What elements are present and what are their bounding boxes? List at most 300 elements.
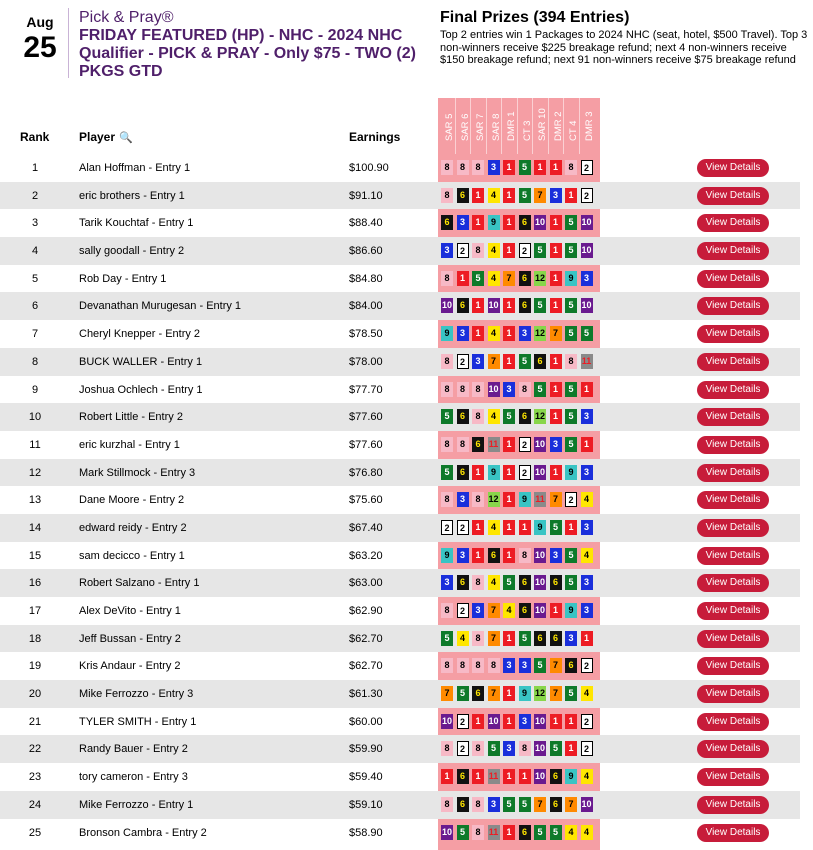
earnings-cell: $62.70 <box>349 632 383 645</box>
view-details-button[interactable]: View Details <box>697 187 769 205</box>
pick-badge: 3 <box>550 188 562 203</box>
pick-badge: 10 <box>534 769 546 784</box>
pick-badge: 4 <box>581 769 593 784</box>
view-details-button[interactable]: View Details <box>697 740 769 758</box>
pick-badge: 3 <box>550 548 562 563</box>
event-month: Aug <box>26 14 54 30</box>
pick-badge: 10 <box>534 714 546 729</box>
pick-badge: 6 <box>534 354 546 369</box>
pick-badge: 2 <box>457 520 469 535</box>
table-row <box>0 652 800 680</box>
pick-badge: 5 <box>488 741 500 756</box>
pick-badge: 1 <box>565 188 577 203</box>
pick-badge: 6 <box>441 215 453 230</box>
table-row <box>0 459 800 487</box>
pick-badge: 3 <box>457 215 469 230</box>
rank-cell: 4 <box>31 245 39 258</box>
pick-badge: 1 <box>503 243 515 258</box>
view-details-button[interactable]: View Details <box>697 242 769 260</box>
earnings-cell: $78.50 <box>349 328 383 341</box>
view-details-button[interactable]: View Details <box>697 381 769 399</box>
pick-badge: 1 <box>472 548 484 563</box>
pick-badge: 7 <box>488 686 500 701</box>
search-icon[interactable]: 🔍 <box>119 132 133 144</box>
view-details-button[interactable]: View Details <box>697 519 769 537</box>
view-details-button[interactable]: View Details <box>697 574 769 592</box>
pick-badge: 3 <box>488 160 500 175</box>
pick-badge: 7 <box>534 797 546 812</box>
pick-badge: 1 <box>550 465 562 480</box>
pick-badge: 2 <box>457 354 469 369</box>
race-label-text: DMR 2 <box>552 111 564 141</box>
pick-badge: 1 <box>550 298 562 313</box>
pick-badge: 3 <box>581 575 593 590</box>
pick-badge: 3 <box>441 243 453 258</box>
pick-badge: 4 <box>488 520 500 535</box>
table-row <box>0 791 800 819</box>
pick-badge: 5 <box>550 741 562 756</box>
pick-badge: 10 <box>488 298 500 313</box>
pick-badge: 6 <box>488 548 500 563</box>
pick-badge: 5 <box>534 658 546 673</box>
pick-badge: 10 <box>441 714 453 729</box>
pick-badge: 1 <box>503 326 515 341</box>
earnings-cell: $62.90 <box>349 605 383 617</box>
pick-badge: 8 <box>519 741 531 756</box>
table-row <box>0 569 800 597</box>
pick-badge: 6 <box>457 575 469 590</box>
rank-cell: 18 <box>28 632 42 645</box>
pick-badge: 5 <box>441 465 453 480</box>
pick-badge: 1 <box>550 714 562 729</box>
pick-badge: 5 <box>457 825 469 840</box>
pick-badge: 10 <box>441 825 453 840</box>
view-details-button[interactable]: View Details <box>697 630 769 648</box>
view-details-button[interactable]: View Details <box>697 602 769 620</box>
pick-badge: 1 <box>503 686 515 701</box>
race-label-text: DMR 1 <box>506 111 517 141</box>
view-details-button[interactable]: View Details <box>697 408 769 426</box>
earnings-cell: $67.40 <box>349 521 383 534</box>
pick-badge: 8 <box>441 658 453 673</box>
earnings-cell: $91.10 <box>349 189 383 202</box>
race-label-text: SAR 6 <box>459 113 471 141</box>
pick-badge: 6 <box>519 575 531 590</box>
pick-badge: 6 <box>565 658 577 673</box>
rank-cell: 10 <box>28 411 42 424</box>
pick-badge: 1 <box>550 354 562 369</box>
pick-badge: 7 <box>550 492 562 507</box>
earnings-cell: $77.70 <box>349 383 383 396</box>
pick-badge: 12 <box>534 686 546 701</box>
pick-badge: 8 <box>488 658 500 673</box>
view-details-button[interactable]: View Details <box>697 547 769 565</box>
pick-badge: 1 <box>503 631 515 646</box>
rank-cell: 1 <box>31 162 39 174</box>
pick-badge: 4 <box>581 686 593 701</box>
earnings-cell: $63.00 <box>349 577 383 590</box>
pick-badge: 8 <box>441 797 453 812</box>
pick-badge: 5 <box>565 575 577 590</box>
pick-badge: 3 <box>503 382 515 397</box>
pick-badge: 3 <box>519 326 531 341</box>
pick-badge: 10 <box>534 603 546 618</box>
pick-badge: 4 <box>488 243 500 258</box>
player-cell: BUCK WALLER - Entry 1 <box>79 355 203 368</box>
pick-badge: 5 <box>519 631 531 646</box>
pick-badge: 8 <box>457 382 469 397</box>
player-cell: eric kurzhal - Entry 1 <box>79 438 180 451</box>
earnings-cell: $86.60 <box>349 245 383 258</box>
pick-badge: 5 <box>472 271 484 286</box>
earnings-header: Earnings <box>349 130 401 144</box>
player-cell: TYLER SMITH - Entry 1 <box>79 715 197 728</box>
rank-cell: 13 <box>28 494 42 507</box>
view-details-button[interactable]: View Details <box>697 159 769 177</box>
pick-badge: 8 <box>441 741 453 756</box>
pick-badge: 9 <box>565 271 577 286</box>
pick-badge: 5 <box>519 188 531 203</box>
pick-badge: 7 <box>534 188 546 203</box>
pick-badge: 5 <box>519 354 531 369</box>
leaderboard <box>0 154 800 846</box>
pick-badge: 5 <box>565 298 577 313</box>
view-details-button[interactable]: View Details <box>697 685 769 703</box>
pick-badge: 4 <box>488 188 500 203</box>
rank-cell: 3 <box>31 217 39 230</box>
pick-badge: 1 <box>503 215 515 230</box>
pick-badge: 8 <box>472 825 484 840</box>
pick-badge: 6 <box>472 437 484 452</box>
pick-badge: 10 <box>534 215 546 230</box>
pick-badge: 3 <box>472 603 484 618</box>
rank-cell: 6 <box>31 300 39 313</box>
pick-badge: 3 <box>519 658 531 673</box>
table-row <box>0 431 800 459</box>
pick-badge: 4 <box>488 409 500 424</box>
pick-badge: 1 <box>472 326 484 341</box>
pick-badge: 3 <box>550 437 562 452</box>
rank-cell: 12 <box>28 466 42 479</box>
pick-badge: 6 <box>550 769 562 784</box>
pick-badge: 3 <box>581 465 593 480</box>
pick-badge: 6 <box>519 603 531 618</box>
pick-badge: 1 <box>503 465 515 480</box>
player-cell: Kris Andaur - Entry 2 <box>79 660 181 673</box>
pick-badge: 8 <box>472 631 484 646</box>
rank-cell: 24 <box>28 798 42 811</box>
pick-badge: 1 <box>472 769 484 784</box>
player-cell: Robert Little - Entry 2 <box>79 411 183 424</box>
pick-badge: 1 <box>503 354 515 369</box>
view-details-button[interactable]: View Details <box>697 297 769 315</box>
pick-badge: 8 <box>441 271 453 286</box>
player-cell: Randy Bauer - Entry 2 <box>79 743 188 756</box>
pick-badge: 3 <box>472 354 484 369</box>
pick-badge: 11 <box>581 354 593 369</box>
pick-badge: 8 <box>472 382 484 397</box>
pick-badge: 4 <box>503 603 515 618</box>
pick-badge: 8 <box>441 437 453 452</box>
pick-badge: 8 <box>472 160 484 175</box>
pick-badge: 3 <box>457 326 469 341</box>
view-details-button[interactable]: View Details <box>697 436 769 454</box>
pick-badge: 8 <box>441 492 453 507</box>
pick-badge: 8 <box>519 382 531 397</box>
table-row <box>0 348 800 376</box>
pick-badge: 5 <box>565 215 577 230</box>
view-details-button[interactable]: View Details <box>697 713 769 731</box>
rank-cell: 21 <box>28 715 42 728</box>
pick-badge: 3 <box>519 714 531 729</box>
pick-badge: 1 <box>550 215 562 230</box>
pick-badge: 3 <box>503 741 515 756</box>
pick-badge: 8 <box>472 797 484 812</box>
view-details-button[interactable]: View Details <box>697 464 769 482</box>
rank-cell: 5 <box>31 272 39 285</box>
rank-cell: 14 <box>28 521 42 534</box>
pick-badge: 9 <box>488 465 500 480</box>
pick-badge: 1 <box>534 160 546 175</box>
pick-badge: 2 <box>519 243 531 258</box>
pick-badge: 1 <box>519 520 531 535</box>
pick-badge: 10 <box>581 797 593 812</box>
view-details-button[interactable]: View Details <box>697 824 769 842</box>
pick-badge: 2 <box>457 714 469 729</box>
rank-cell: 2 <box>31 189 39 202</box>
pick-badge: 3 <box>503 658 515 673</box>
view-details-button[interactable]: View Details <box>697 768 769 786</box>
player-cell: Mike Ferrozzo - Entry 3 <box>79 688 194 701</box>
pick-badge: 1 <box>550 382 562 397</box>
table-row <box>0 265 800 293</box>
pick-badge: 4 <box>488 326 500 341</box>
event-brand: Pick & Pray® <box>79 9 174 26</box>
table-row <box>0 708 800 736</box>
player-header <box>79 130 133 144</box>
pick-badge: 1 <box>441 769 453 784</box>
player-cell: Alex DeVito - Entry 1 <box>79 605 181 617</box>
view-details-button[interactable]: View Details <box>697 657 769 675</box>
earnings-cell: $63.20 <box>349 549 383 562</box>
pick-badge: 10 <box>441 298 453 313</box>
pick-badge: 2 <box>581 160 593 175</box>
earnings-cell: $62.70 <box>349 660 383 673</box>
race-label-text: DMR 3 <box>583 111 595 141</box>
pick-badge: 3 <box>581 603 593 618</box>
player-cell: tory cameron - Entry 3 <box>79 771 188 784</box>
pick-badge: 5 <box>565 326 577 341</box>
pick-badge: 4 <box>565 825 577 840</box>
pick-badge: 7 <box>488 603 500 618</box>
earnings-cell: $78.00 <box>349 355 383 368</box>
table-row <box>0 680 800 708</box>
pick-badge: 9 <box>441 326 453 341</box>
pick-badge: 2 <box>457 243 469 258</box>
pick-badge: 4 <box>488 575 500 590</box>
pick-badge: 3 <box>441 575 453 590</box>
pick-badge: 2 <box>581 741 593 756</box>
pick-badge: 6 <box>550 575 562 590</box>
pick-badge: 2 <box>581 714 593 729</box>
pick-badge: 3 <box>457 492 469 507</box>
pick-badge: 12 <box>534 409 546 424</box>
player-cell: edward reidy - Entry 2 <box>79 521 187 534</box>
pick-badge: 5 <box>503 409 515 424</box>
player-cell: eric brothers - Entry 1 <box>79 189 185 202</box>
rank-cell: 17 <box>28 605 42 617</box>
pick-badge: 3 <box>581 271 593 286</box>
pick-badge: 3 <box>457 548 469 563</box>
earnings-cell: $59.40 <box>349 771 383 784</box>
pick-badge: 5 <box>565 243 577 258</box>
pick-badge: 2 <box>581 658 593 673</box>
race-label-text: SAR 5 <box>444 113 455 141</box>
pick-badge: 5 <box>441 409 453 424</box>
pick-badge: 1 <box>565 520 577 535</box>
pick-badge: 1 <box>550 160 562 175</box>
pick-badge: 1 <box>503 298 515 313</box>
earnings-cell: $77.60 <box>349 411 383 424</box>
pick-badge: 6 <box>519 409 531 424</box>
event-date <box>14 14 66 64</box>
pick-badge: 7 <box>503 271 515 286</box>
rank-cell: 8 <box>31 355 39 368</box>
pick-badge: 12 <box>534 326 546 341</box>
rank-cell: 23 <box>28 771 42 784</box>
pick-badge: 7 <box>550 326 562 341</box>
pick-badge: 8 <box>457 658 469 673</box>
event-name: FRIDAY FEATURED (HP) - NHC - 2024 NHC Qualifier - PICK & PRAY - Only $75 - TWO (2) PKGS GTD <box>79 27 416 80</box>
pick-badge: 1 <box>550 271 562 286</box>
pick-badge: 5 <box>503 797 515 812</box>
event-day: 25 <box>23 31 57 64</box>
pick-badge: 10 <box>581 298 593 313</box>
pick-badge: 5 <box>534 825 546 840</box>
view-details-button[interactable]: View Details <box>697 796 769 814</box>
pick-badge: 4 <box>581 492 593 507</box>
pick-badge: 6 <box>534 631 546 646</box>
pick-badge: 5 <box>565 686 577 701</box>
player-cell: Jeff Bussan - Entry 2 <box>79 632 181 645</box>
player-header-label: Player <box>79 130 116 144</box>
pick-badge: 6 <box>519 825 531 840</box>
pick-badge: 9 <box>534 520 546 535</box>
pick-badge: 6 <box>472 686 484 701</box>
pick-badge: 8 <box>441 160 453 175</box>
earnings-cell: $77.60 <box>349 438 383 451</box>
table-row <box>0 514 800 542</box>
rank-cell: 19 <box>28 660 42 673</box>
table-row <box>0 209 800 237</box>
pick-badge: 10 <box>534 548 546 563</box>
rank-cell: 16 <box>28 577 42 590</box>
pick-badge: 5 <box>534 243 546 258</box>
pick-badge: 4 <box>581 825 593 840</box>
pick-badge: 1 <box>472 520 484 535</box>
pick-badge: 3 <box>488 797 500 812</box>
view-details-button[interactable]: View Details <box>697 325 769 343</box>
pick-badge: 10 <box>534 437 546 452</box>
table-row <box>0 763 800 791</box>
pick-badge: 10 <box>534 465 546 480</box>
pick-badge: 7 <box>550 658 562 673</box>
race-label-text: SAR 7 <box>475 113 486 141</box>
player-cell: Cheryl Knepper - Entry 2 <box>79 328 201 341</box>
pick-badge: 8 <box>472 741 484 756</box>
player-cell: Tarik Kouchtaf - Entry 1 <box>79 217 194 230</box>
pick-badge: 1 <box>472 188 484 203</box>
pick-badge: 6 <box>519 215 531 230</box>
pick-badge: 1 <box>472 465 484 480</box>
pick-badge: 9 <box>519 492 531 507</box>
pick-badge: 8 <box>441 354 453 369</box>
player-cell: Bronson Cambra - Entry 2 <box>79 826 207 839</box>
pick-badge: 2 <box>457 741 469 756</box>
view-details-button[interactable]: View Details <box>697 353 769 371</box>
view-details-button[interactable]: View Details <box>697 491 769 509</box>
pick-badge: 10 <box>488 714 500 729</box>
pick-badge: 1 <box>503 825 515 840</box>
pick-badge: 9 <box>441 548 453 563</box>
pick-badge: 11 <box>488 769 500 784</box>
pick-badge: 5 <box>581 326 593 341</box>
pick-badge: 6 <box>457 769 469 784</box>
pick-badge: 8 <box>457 437 469 452</box>
pick-badge: 1 <box>503 160 515 175</box>
pick-badge: 1 <box>503 520 515 535</box>
pick-badge: 1 <box>565 714 577 729</box>
pick-badge: 10 <box>581 243 593 258</box>
pick-badge: 3 <box>581 409 593 424</box>
event-title <box>79 9 424 81</box>
pick-badge: 2 <box>519 437 531 452</box>
table-row <box>0 320 800 348</box>
pick-badge: 1 <box>457 271 469 286</box>
pick-badge: 7 <box>565 797 577 812</box>
race-label-text: SAR 10 <box>537 108 548 141</box>
pick-badge: 2 <box>565 492 577 507</box>
table-row <box>0 292 800 320</box>
rank-cell: 11 <box>29 438 41 451</box>
pick-badge: 9 <box>488 215 500 230</box>
view-details-button[interactable]: View Details <box>697 214 769 232</box>
pick-badge: 1 <box>550 243 562 258</box>
pick-badge: 5 <box>550 520 562 535</box>
pick-badge: 1 <box>581 631 593 646</box>
view-details-button[interactable]: View Details <box>697 270 769 288</box>
pick-badge: 4 <box>581 548 593 563</box>
earnings-cell: $59.10 <box>349 798 383 811</box>
earnings-cell: $84.80 <box>349 272 383 285</box>
pick-badge: 8 <box>441 188 453 203</box>
pick-badge: 10 <box>581 215 593 230</box>
pick-badge: 1 <box>503 188 515 203</box>
pick-badge: 5 <box>565 548 577 563</box>
prizes-text: Top 2 entries win 1 Packages to 2024 NHC (seat, hotel, $500 Travel). Top 3 non-winners receive $225 breakage refund; next 4 non-winners receive $150 breakage refund; next 91 non-winners receive $75 breakage refund <box>440 29 808 66</box>
pick-badge: 7 <box>441 686 453 701</box>
rank-cell: 7 <box>31 328 39 341</box>
rank-cell: 22 <box>28 743 42 756</box>
pick-badge: 1 <box>503 548 515 563</box>
player-cell: sally goodall - Entry 2 <box>79 245 185 258</box>
pick-badge: 5 <box>565 437 577 452</box>
pick-badge: 6 <box>457 188 469 203</box>
pick-badge: 2 <box>441 520 453 535</box>
pick-badge: 10 <box>488 382 500 397</box>
earnings-cell: $100.90 <box>349 162 389 174</box>
pick-badge: 1 <box>503 714 515 729</box>
